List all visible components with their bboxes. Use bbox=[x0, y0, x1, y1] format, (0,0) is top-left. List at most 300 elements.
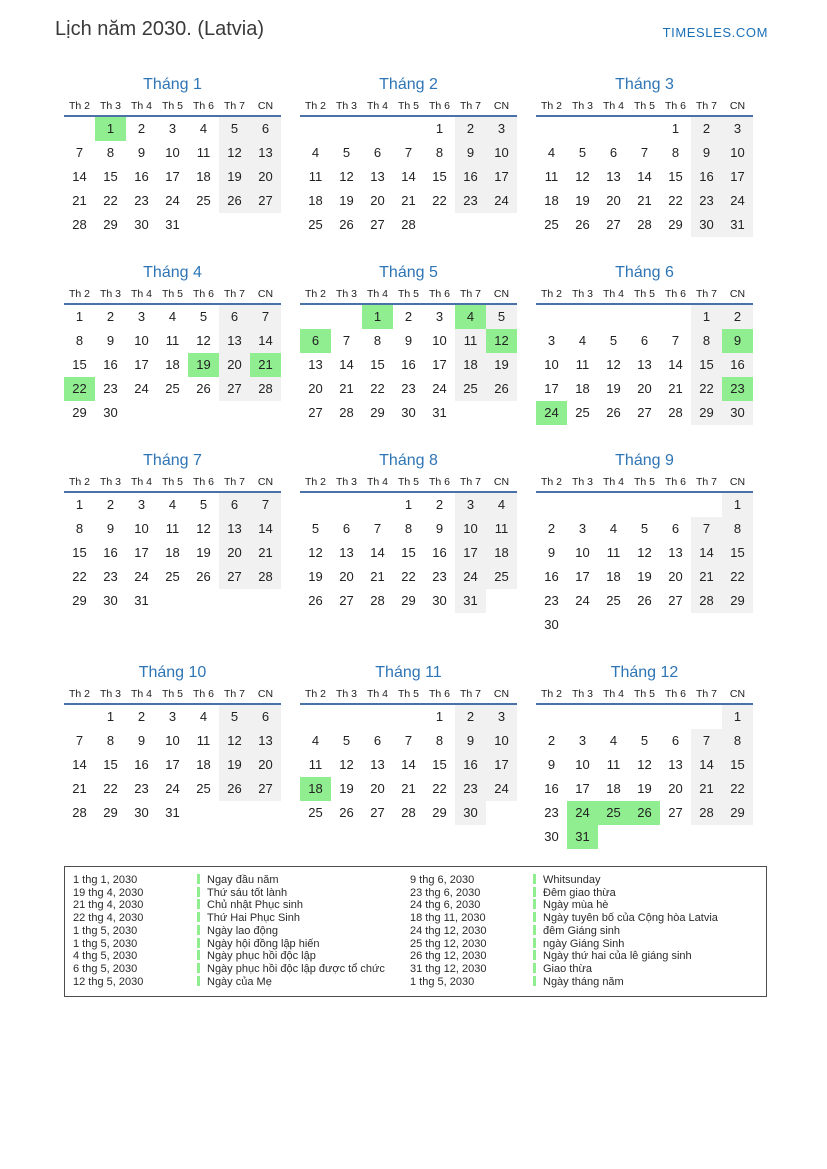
holiday-tick-icon bbox=[197, 912, 200, 922]
day-cell: 7 bbox=[342, 333, 351, 348]
holiday-name bbox=[533, 938, 758, 951]
day-cell: 17 bbox=[722, 165, 753, 189]
weekday-header-row bbox=[536, 688, 753, 705]
holiday-tick-icon bbox=[197, 976, 200, 986]
day-cell: 10 bbox=[575, 545, 590, 560]
day-cell: 2 bbox=[722, 305, 753, 329]
weekday-label: Th 2 bbox=[540, 288, 562, 300]
holiday-tick-icon bbox=[197, 950, 200, 960]
day-cell: 29 bbox=[103, 805, 118, 820]
month-days-grid bbox=[536, 493, 753, 637]
month-title: Tháng 10 bbox=[138, 664, 207, 681]
weekday-label: Th 3 bbox=[99, 688, 121, 700]
weekday-header-row bbox=[300, 688, 517, 705]
day-cell: 13 bbox=[339, 545, 354, 560]
day-cell: 20 bbox=[668, 781, 683, 796]
day-cell: 20 bbox=[250, 753, 281, 777]
day-cell: 24 bbox=[486, 189, 517, 213]
day-cell: 28 bbox=[72, 805, 87, 820]
day-cell: 14 bbox=[339, 357, 354, 372]
day-cell: 26 bbox=[606, 405, 621, 420]
month-days-grid bbox=[64, 117, 281, 237]
holiday-name bbox=[533, 963, 758, 976]
weekday-label: Th 4 bbox=[130, 288, 152, 300]
holiday-name bbox=[197, 925, 410, 938]
day-cell-empty bbox=[598, 493, 629, 517]
holiday-name-text: Ngày của Mẹ bbox=[207, 975, 272, 988]
weekday-label: Th 4 bbox=[602, 288, 624, 300]
day-cell: 26 bbox=[196, 569, 211, 584]
holiday-name bbox=[197, 899, 410, 912]
day-cell: 10 bbox=[486, 729, 517, 753]
holiday-name bbox=[197, 976, 410, 989]
weekday-label: Th 5 bbox=[397, 100, 419, 112]
day-cell: 11 bbox=[165, 521, 180, 536]
weekday-label: Th 5 bbox=[633, 100, 655, 112]
day-cell: 8 bbox=[671, 145, 680, 160]
day-cell: 16 bbox=[455, 753, 486, 777]
day-cell: 27 bbox=[308, 405, 323, 420]
day-cell: 17 bbox=[134, 545, 149, 560]
weekday-label: Th 7 bbox=[223, 100, 245, 112]
day-cell: 7 bbox=[404, 145, 413, 160]
holiday-tick-icon bbox=[533, 950, 536, 960]
day-cell-empty bbox=[331, 305, 362, 329]
weekday-label: Th 2 bbox=[304, 476, 326, 488]
day-cell: 17 bbox=[165, 169, 180, 184]
day-cell: 10 bbox=[575, 757, 590, 772]
day-cell-empty bbox=[629, 493, 660, 517]
weekday-label: Th 3 bbox=[335, 688, 357, 700]
weekday-header-row bbox=[536, 476, 753, 493]
weekday-label: CN bbox=[257, 476, 274, 488]
day-cell: 15 bbox=[432, 757, 447, 772]
day-cell-empty bbox=[362, 117, 393, 141]
day-cell: 8 bbox=[106, 733, 115, 748]
weekday-label: Th 4 bbox=[366, 688, 388, 700]
day-cell-empty bbox=[598, 117, 629, 141]
holiday-date: 18 thg 11, 2030 bbox=[410, 912, 486, 925]
holiday-date: 24 thg 6, 2030 bbox=[410, 899, 481, 912]
day-cell: 1 bbox=[722, 705, 753, 729]
weekday-label: Th 2 bbox=[68, 688, 90, 700]
day-cell: 22 bbox=[432, 193, 447, 208]
day-cell: 11 bbox=[606, 545, 621, 560]
day-cell: 30 bbox=[103, 405, 118, 420]
day-cell: 16 bbox=[455, 165, 486, 189]
day-cell: 9 bbox=[404, 333, 413, 348]
day-cell: 31 bbox=[432, 405, 447, 420]
day-cell: 8 bbox=[75, 333, 84, 348]
day-cell: 2 bbox=[455, 117, 486, 141]
day-cell: 14 bbox=[72, 169, 87, 184]
weekday-label: Th 7 bbox=[223, 688, 245, 700]
weekday-label: CN bbox=[257, 688, 274, 700]
day-cell: 9 bbox=[137, 145, 146, 160]
weekday-label: CN bbox=[493, 688, 510, 700]
holiday-name bbox=[533, 887, 758, 900]
day-cell: 11 bbox=[606, 757, 621, 772]
day-cell: 14 bbox=[250, 517, 281, 541]
holiday-date: 12 thg 5, 2030 bbox=[73, 975, 144, 988]
day-cell: 2 bbox=[691, 117, 722, 141]
day-cell: 19 bbox=[219, 753, 250, 777]
weekday-label: Th 6 bbox=[664, 688, 686, 700]
weekday-header-row bbox=[536, 100, 753, 117]
brand-link[interactable]: TIMESLES.COM bbox=[662, 25, 768, 40]
day-cell: 30 bbox=[691, 213, 722, 237]
day-cell: 17 bbox=[134, 357, 149, 372]
day-cell: 15 bbox=[103, 757, 118, 772]
day-cell: 27 bbox=[219, 565, 250, 589]
day-cell: 13 bbox=[370, 169, 385, 184]
day-cell: 17 bbox=[432, 357, 447, 372]
day-cell: 3 bbox=[722, 117, 753, 141]
day-cell-empty bbox=[393, 117, 424, 141]
day-cell: 24 bbox=[432, 381, 447, 396]
holiday-name-text: ngày Giáng Sinh bbox=[543, 937, 625, 950]
holiday-date: 9 thg 6, 2030 bbox=[410, 874, 475, 886]
day-cell: 18 bbox=[196, 757, 211, 772]
day-cell: 25 bbox=[575, 405, 590, 420]
day-cell: 8 bbox=[722, 729, 753, 753]
day-cell: 10 bbox=[722, 141, 753, 165]
day-cell: 28 bbox=[72, 217, 87, 232]
day-cell: 25 bbox=[165, 569, 180, 584]
day-cell: 16 bbox=[134, 757, 149, 772]
day-cell: 12 bbox=[308, 545, 323, 560]
weekday-label: CN bbox=[729, 688, 746, 700]
holiday-name-text: Ngày thứ hai của lễ giáng sinh bbox=[543, 950, 692, 963]
day-cell: 5 bbox=[342, 145, 351, 160]
day-cell: 19 bbox=[188, 353, 219, 377]
weekday-label: Th 2 bbox=[540, 100, 562, 112]
day-cell: 9 bbox=[691, 141, 722, 165]
holiday-date: 1 thg 1, 2030 bbox=[73, 874, 138, 886]
weekday-label: Th 4 bbox=[602, 100, 624, 112]
day-cell: 16 bbox=[544, 781, 559, 796]
day-cell-empty bbox=[300, 305, 331, 329]
day-cell: 2 bbox=[547, 733, 556, 748]
weekday-label: Th 2 bbox=[304, 288, 326, 300]
day-cell: 26 bbox=[629, 801, 660, 825]
weekday-label: Th 6 bbox=[428, 688, 450, 700]
day-cell: 6 bbox=[250, 117, 281, 141]
holiday-name-text: Ngày hội đồng lập hiến bbox=[207, 937, 320, 950]
day-cell-empty bbox=[64, 705, 95, 729]
day-cell: 21 bbox=[401, 193, 416, 208]
weekday-label: Th 7 bbox=[459, 688, 481, 700]
day-cell: 22 bbox=[103, 781, 118, 796]
weekday-label: Th 3 bbox=[335, 288, 357, 300]
month-days-grid bbox=[64, 305, 281, 425]
day-cell: 7 bbox=[250, 493, 281, 517]
weekday-label: Th 5 bbox=[633, 688, 655, 700]
holiday-name-text: Ngày phục hồi độc lập bbox=[207, 950, 316, 963]
day-cell: 3 bbox=[547, 333, 556, 348]
day-cell: 13 bbox=[370, 757, 385, 772]
weekday-label: Th 7 bbox=[459, 100, 481, 112]
day-cell: 28 bbox=[637, 217, 652, 232]
month-block-7 bbox=[64, 451, 281, 613]
month-title: Tháng 2 bbox=[379, 76, 438, 93]
day-cell: 18 bbox=[300, 777, 331, 801]
day-cell: 13 bbox=[668, 757, 683, 772]
holiday-tick-icon bbox=[197, 887, 200, 897]
day-cell: 28 bbox=[668, 405, 683, 420]
day-cell: 3 bbox=[486, 705, 517, 729]
day-cell: 4 bbox=[199, 121, 208, 136]
weekday-label: Th 7 bbox=[459, 288, 481, 300]
day-cell: 1 bbox=[75, 309, 84, 324]
day-cell: 2 bbox=[547, 521, 556, 536]
day-cell: 8 bbox=[75, 521, 84, 536]
day-cell: 11 bbox=[486, 517, 517, 541]
holiday-legend-grid bbox=[73, 874, 758, 988]
day-cell: 15 bbox=[722, 541, 753, 565]
holiday-legend bbox=[64, 866, 767, 997]
day-cell: 20 bbox=[339, 569, 354, 584]
day-cell: 2 bbox=[106, 309, 115, 324]
holiday-name-text: Chủ nhật Phục sinh bbox=[207, 899, 304, 912]
weekday-label: CN bbox=[729, 288, 746, 300]
day-cell-empty bbox=[660, 705, 691, 729]
weekday-label: Th 6 bbox=[192, 288, 214, 300]
day-cell: 4 bbox=[609, 521, 618, 536]
day-cell: 20 bbox=[219, 541, 250, 565]
day-cell: 4 bbox=[311, 733, 320, 748]
holiday-tick-icon bbox=[533, 887, 536, 897]
weekday-label: Th 5 bbox=[161, 100, 183, 112]
day-cell: 30 bbox=[134, 805, 149, 820]
day-cell: 18 bbox=[165, 545, 180, 560]
day-cell: 23 bbox=[455, 777, 486, 801]
weekday-label: Th 7 bbox=[695, 100, 717, 112]
day-cell: 16 bbox=[432, 545, 447, 560]
day-cell: 12 bbox=[486, 329, 517, 353]
day-cell: 14 bbox=[637, 169, 652, 184]
day-cell: 11 bbox=[544, 169, 559, 184]
day-cell: 23 bbox=[103, 569, 118, 584]
weekday-label: Th 5 bbox=[397, 476, 419, 488]
day-cell: 5 bbox=[199, 497, 208, 512]
day-cell: 27 bbox=[250, 189, 281, 213]
month-title: Tháng 8 bbox=[379, 452, 438, 469]
day-cell: 30 bbox=[544, 829, 559, 844]
day-cell: 2 bbox=[137, 121, 146, 136]
day-cell-empty bbox=[331, 705, 362, 729]
day-cell: 12 bbox=[219, 729, 250, 753]
weekday-label: Th 4 bbox=[130, 688, 152, 700]
day-cell: 24 bbox=[165, 193, 180, 208]
weekday-label: Th 6 bbox=[428, 100, 450, 112]
day-cell: 28 bbox=[250, 377, 281, 401]
day-cell: 29 bbox=[432, 805, 447, 820]
day-cell: 14 bbox=[250, 329, 281, 353]
day-cell: 11 bbox=[165, 333, 180, 348]
weekday-header-row bbox=[64, 476, 281, 493]
day-cell: 9 bbox=[435, 521, 444, 536]
holiday-tick-icon bbox=[533, 899, 536, 909]
day-cell: 11 bbox=[308, 757, 323, 772]
day-cell: 13 bbox=[606, 169, 621, 184]
day-cell: 7 bbox=[691, 729, 722, 753]
day-cell: 3 bbox=[168, 121, 177, 136]
day-cell: 16 bbox=[722, 353, 753, 377]
day-cell: 12 bbox=[575, 169, 590, 184]
holiday-name-text: Ngày phục hồi độc lập được tổ chức bbox=[207, 962, 385, 975]
weekday-header-row bbox=[300, 100, 517, 117]
day-cell: 19 bbox=[339, 193, 354, 208]
day-cell-empty bbox=[536, 705, 567, 729]
day-cell-empty bbox=[629, 305, 660, 329]
day-cell: 30 bbox=[722, 401, 753, 425]
day-cell: 25 bbox=[196, 781, 211, 796]
day-cell: 31 bbox=[165, 805, 180, 820]
weekday-label: CN bbox=[257, 288, 274, 300]
day-cell: 22 bbox=[64, 377, 95, 401]
weekday-header-row bbox=[64, 288, 281, 305]
day-cell: 4 bbox=[199, 709, 208, 724]
month-block-5 bbox=[300, 263, 517, 425]
day-cell: 26 bbox=[486, 377, 517, 401]
day-cell: 6 bbox=[671, 521, 680, 536]
day-cell: 18 bbox=[606, 569, 621, 584]
day-cell: 8 bbox=[435, 733, 444, 748]
day-cell: 28 bbox=[401, 217, 416, 232]
day-cell: 23 bbox=[432, 569, 447, 584]
holiday-date: 25 thg 12, 2030 bbox=[410, 937, 487, 950]
day-cell: 15 bbox=[691, 353, 722, 377]
holiday-name bbox=[533, 925, 758, 938]
day-cell: 31 bbox=[722, 213, 753, 237]
day-cell: 24 bbox=[486, 777, 517, 801]
day-cell: 5 bbox=[311, 521, 320, 536]
holiday-date: 1 thg 5, 2030 bbox=[73, 924, 138, 937]
day-cell-empty bbox=[300, 117, 331, 141]
day-cell-empty bbox=[536, 117, 567, 141]
month-block-2 bbox=[300, 75, 517, 237]
holiday-date: 22 thg 4, 2030 bbox=[73, 912, 144, 925]
day-cell: 24 bbox=[455, 565, 486, 589]
day-cell-empty bbox=[331, 117, 362, 141]
day-cell: 25 bbox=[308, 217, 323, 232]
day-cell: 31 bbox=[134, 593, 149, 608]
day-cell: 12 bbox=[196, 333, 211, 348]
day-cell: 11 bbox=[196, 145, 211, 160]
weekday-label: CN bbox=[257, 100, 274, 112]
holiday-date: 21 thg 4, 2030 bbox=[73, 899, 144, 912]
day-cell: 24 bbox=[134, 569, 149, 584]
day-cell: 22 bbox=[722, 777, 753, 801]
weekday-label: Th 3 bbox=[99, 100, 121, 112]
day-cell: 15 bbox=[370, 357, 385, 372]
day-cell: 23 bbox=[134, 781, 149, 796]
holiday-name bbox=[533, 976, 758, 989]
day-cell: 27 bbox=[668, 805, 683, 820]
month-block-10 bbox=[64, 663, 281, 825]
day-cell: 25 bbox=[598, 801, 629, 825]
holiday-name-text: Thứ Hai Phục Sinh bbox=[207, 912, 300, 925]
holiday-tick-icon bbox=[533, 925, 536, 935]
day-cell: 19 bbox=[575, 193, 590, 208]
day-cell: 28 bbox=[691, 801, 722, 825]
day-cell: 17 bbox=[575, 569, 590, 584]
weekday-label: Th 5 bbox=[633, 288, 655, 300]
day-cell: 13 bbox=[668, 545, 683, 560]
weekday-label: CN bbox=[729, 100, 746, 112]
day-cell-empty bbox=[300, 493, 331, 517]
day-cell: 28 bbox=[250, 565, 281, 589]
day-cell-empty bbox=[393, 705, 424, 729]
day-cell: 20 bbox=[308, 381, 323, 396]
day-cell: 3 bbox=[578, 733, 587, 748]
holiday-name-text: Đêm giao thừa bbox=[543, 886, 616, 899]
page-title: Lịch năm 2030. (Latvia) bbox=[55, 18, 265, 40]
day-cell-empty bbox=[629, 117, 660, 141]
weekday-label: Th 2 bbox=[68, 476, 90, 488]
holiday-name bbox=[197, 950, 410, 963]
day-cell: 7 bbox=[671, 333, 680, 348]
day-cell: 10 bbox=[455, 517, 486, 541]
day-cell: 21 bbox=[339, 381, 354, 396]
day-cell: 5 bbox=[342, 733, 351, 748]
weekday-label: Th 5 bbox=[161, 688, 183, 700]
holiday-tick-icon bbox=[197, 925, 200, 935]
weekday-label: Th 6 bbox=[664, 288, 686, 300]
day-cell: 28 bbox=[370, 593, 385, 608]
day-cell: 15 bbox=[72, 545, 87, 560]
day-cell: 1 bbox=[95, 117, 126, 141]
day-cell: 8 bbox=[106, 145, 115, 160]
day-cell: 29 bbox=[370, 405, 385, 420]
weekday-header-row bbox=[64, 100, 281, 117]
day-cell: 4 bbox=[311, 145, 320, 160]
holiday-name-text: đêm Giáng sinh bbox=[543, 924, 621, 937]
weekday-label: Th 6 bbox=[192, 476, 214, 488]
weekday-label: Th 6 bbox=[428, 288, 450, 300]
day-cell: 18 bbox=[575, 381, 590, 396]
holiday-tick-icon bbox=[533, 874, 536, 884]
day-cell: 18 bbox=[486, 541, 517, 565]
day-cell: 26 bbox=[219, 189, 250, 213]
day-cell: 7 bbox=[373, 521, 382, 536]
day-cell: 6 bbox=[671, 733, 680, 748]
day-cell: 25 bbox=[308, 805, 323, 820]
day-cell: 18 bbox=[455, 353, 486, 377]
day-cell: 25 bbox=[606, 593, 621, 608]
day-cell: 26 bbox=[637, 593, 652, 608]
day-cell-empty bbox=[598, 305, 629, 329]
day-cell-empty bbox=[691, 705, 722, 729]
weekday-label: Th 3 bbox=[571, 476, 593, 488]
day-cell: 16 bbox=[103, 357, 118, 372]
holiday-name-text: Ngày lao động bbox=[207, 924, 278, 937]
day-cell: 27 bbox=[250, 777, 281, 801]
day-cell: 21 bbox=[250, 541, 281, 565]
day-cell: 28 bbox=[691, 589, 722, 613]
weekday-label: CN bbox=[493, 288, 510, 300]
day-cell: 1 bbox=[671, 121, 680, 136]
day-cell: 21 bbox=[668, 381, 683, 396]
day-cell: 2 bbox=[455, 705, 486, 729]
day-cell: 21 bbox=[637, 193, 652, 208]
day-cell: 15 bbox=[72, 357, 87, 372]
day-cell: 21 bbox=[72, 193, 87, 208]
day-cell: 24 bbox=[722, 189, 753, 213]
day-cell: 23 bbox=[401, 381, 416, 396]
year-calendar-grid bbox=[64, 75, 753, 849]
